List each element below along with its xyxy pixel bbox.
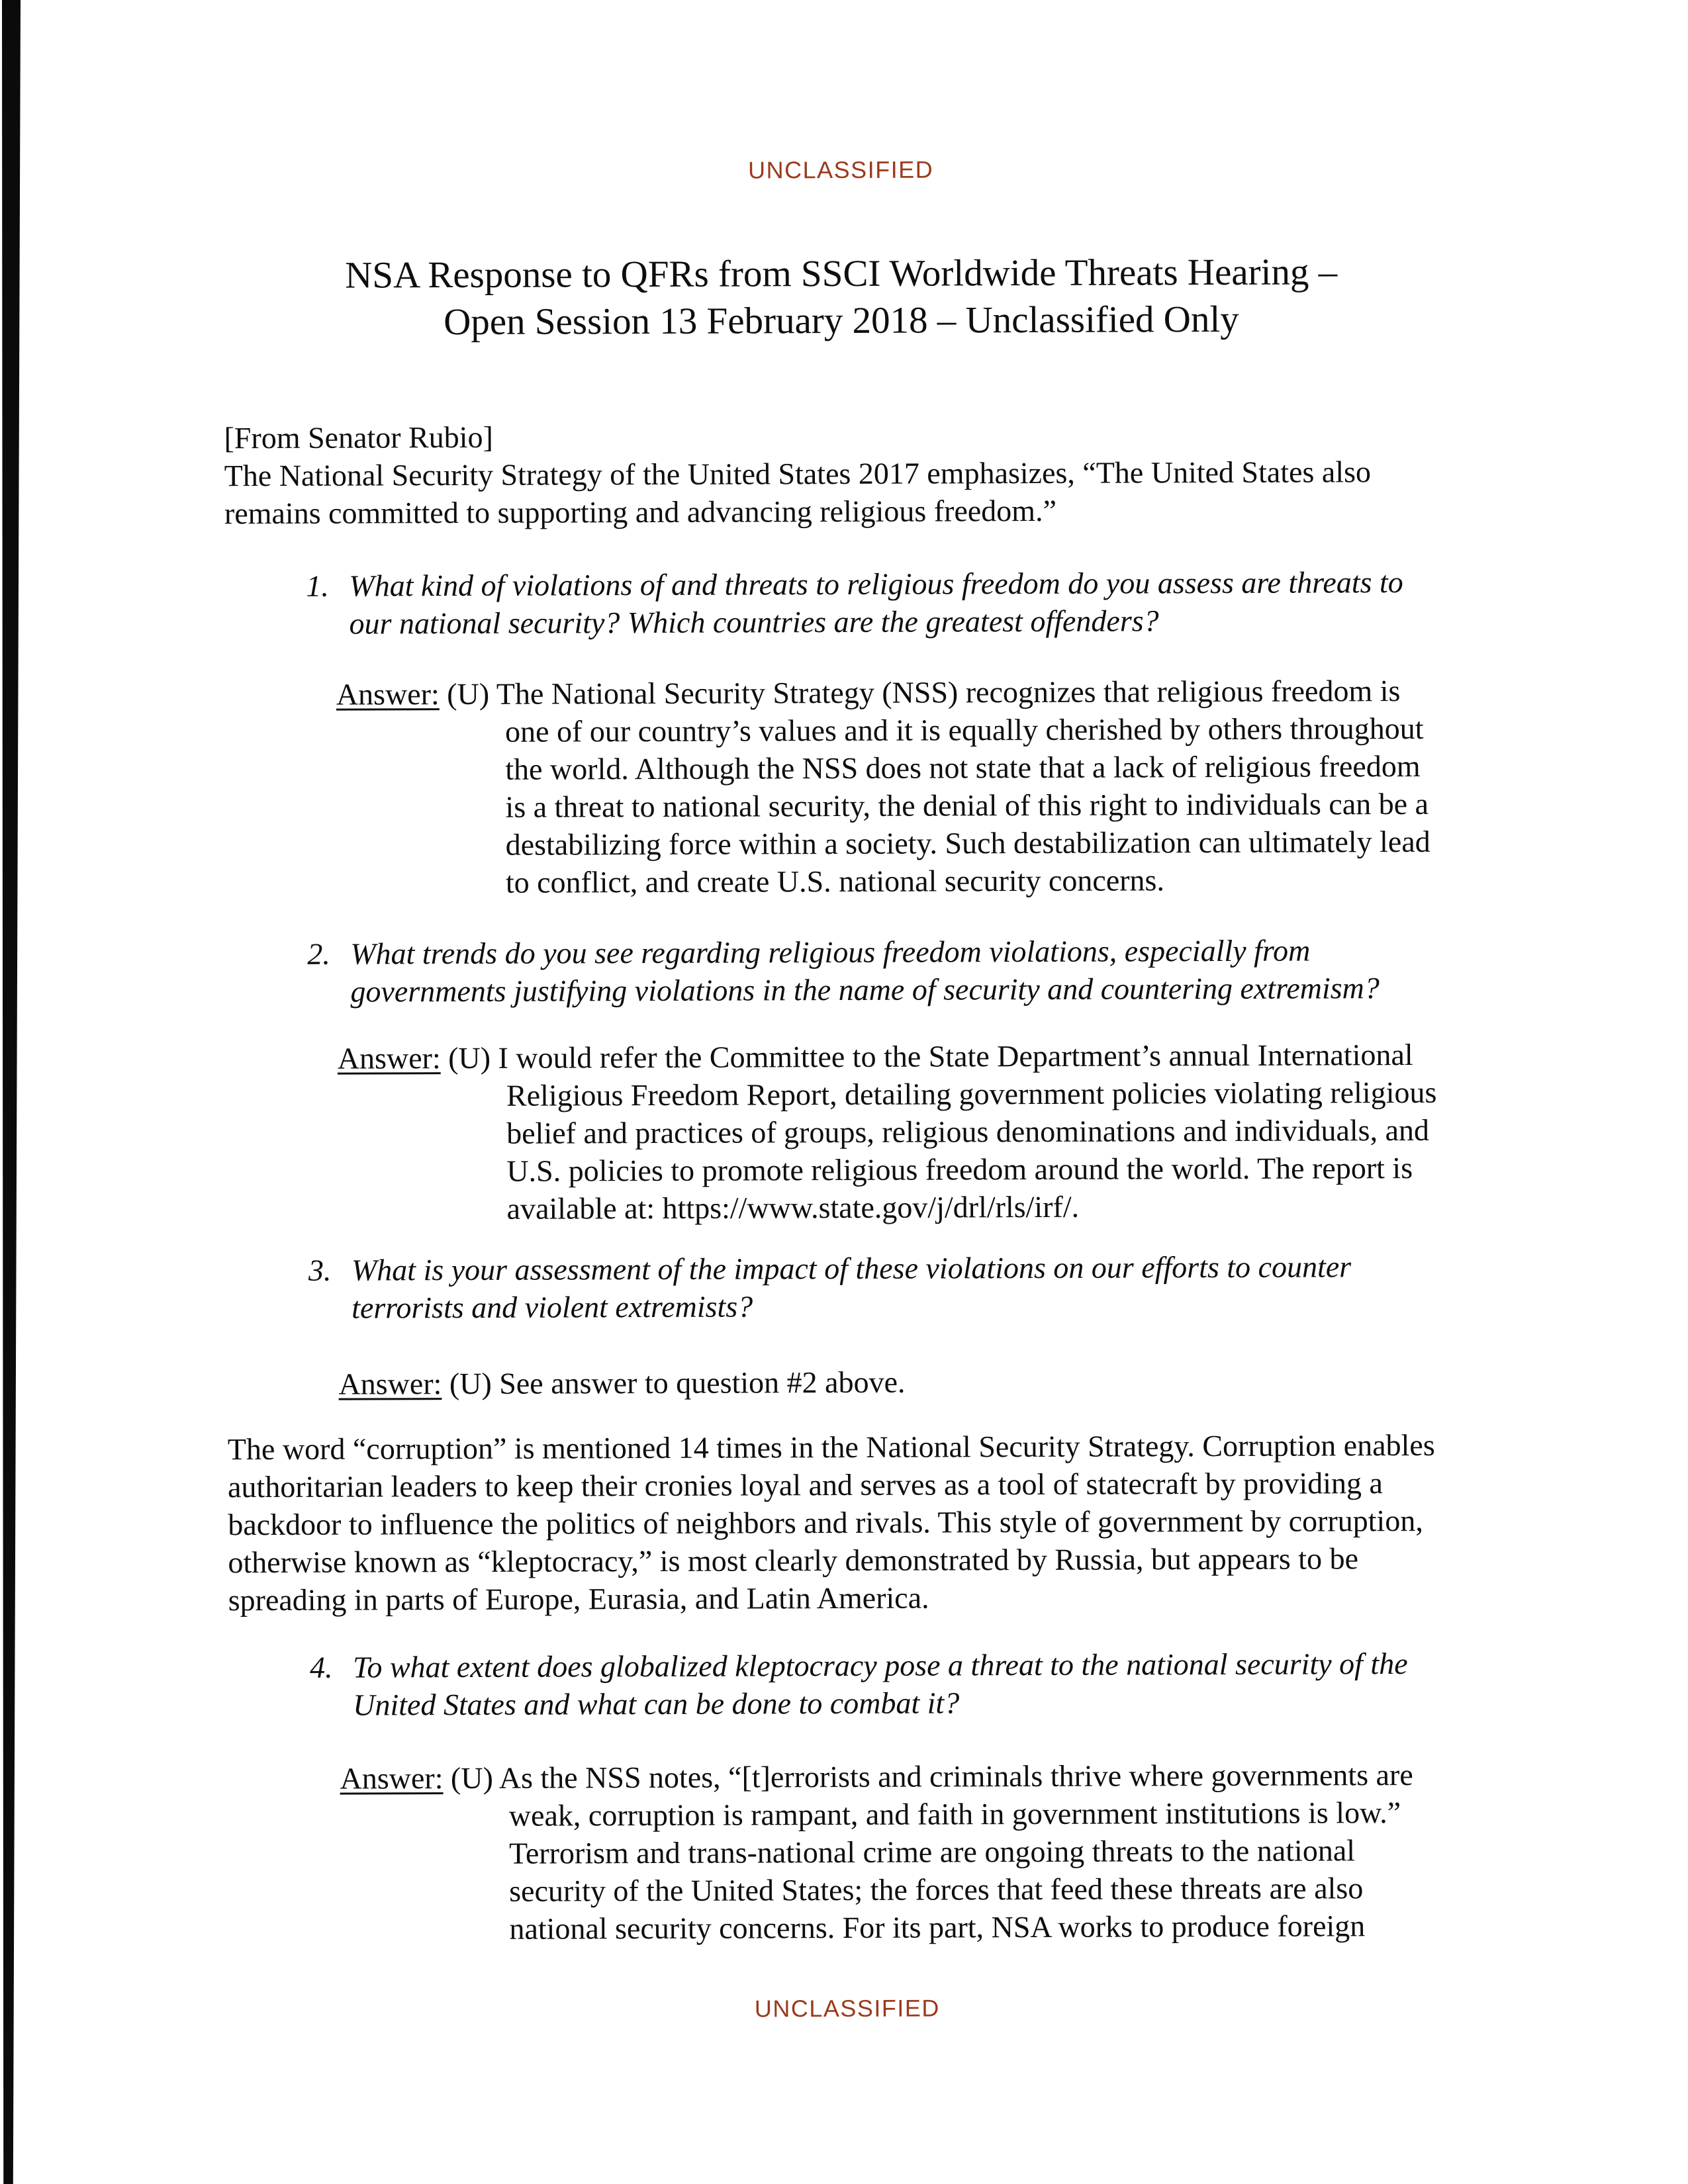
classification-banner-top: UNCLASSIFIED [748,156,934,184]
answer-3-label: Answer: [338,1367,442,1401]
document-title-line-1: NSA Response to QFRs from SSCI Worldwide Threats Hearing – [345,251,1338,296]
question-1-text: What kind of violations of and threats to religious freedom do you assess are threats to our national security? Which countries are the greatest offenders? [349,565,1403,641]
answer-1 [336,672,1446,901]
answer-1-classification-marking: (U) [447,676,490,711]
question-3-number: 3. [308,1253,332,1287]
answer-2-label: Answer: [337,1041,441,1075]
question-3 [308,1248,1421,1327]
document-title-line-2: Open Session 13 February 2018 – Unclassified Only [444,298,1239,343]
answer-1-label: Answer: [336,677,440,711]
answer-3-classification-marking: (U) [449,1366,492,1401]
question-4-text: To what extent does globalized kleptocracy pose a threat to the national security of the United States and what can be done to combat it? [352,1647,1408,1722]
answer-4 [340,1756,1450,1948]
answer-2 [337,1036,1447,1228]
question-1-number: 1. [306,569,329,603]
question-3-text: What is your assessment of the impact of these violations on our efforts to counter terrorists and violent extremists? [351,1250,1352,1325]
answer-4-label: Answer: [340,1761,444,1796]
answer-4-text: As the NSS notes, “[t]errorists and criminals thrive where governments are weak, corruption is rampant, and faith in government institutions is low.” Terrorism and trans-national crime are ongoing threats to the national security of the United States; the forces that feed these threats are also national security concerns. For its part, NSA works to produce foreign [498,1758,1413,1946]
answer-3-text: See answer to question #2 above. [499,1365,906,1400]
question-2 [307,931,1419,1011]
intro-section [224,415,1450,532]
question-4-number: 4. [309,1650,333,1684]
question-2-text: What trends do you see regarding religious freedom violations, especially from governments justifying violations in the name of security and countering extremism? [350,933,1380,1009]
answer-2-text: I would refer the Committee to the State Department’s annual International Religious Freedom Report, detailing government policies violating religious belief and practices of groups, religious denominations and individuals, and U.S. policies to promote religious freedom around the world. The report is available at: https://www.state.gov/j/drl/rls/irf/. [498,1037,1437,1226]
classification-banner-bottom: UNCLASSIFIED [754,1994,940,2023]
answer-1-text: The National Security Strategy (NSS) recognizes that religious freedom is one of our country’s values and it is equally cherished by others throughout the world. Although the NSS does not state that a lack of religious freedom is a threat to national security, the denial of this right to individuals can be a destabilizing force within a society. Such destabilization can ultimately lead to conflict, and create U.S. national security concerns. [496,674,1430,899]
attribution-line: [From Senator Rubio] [224,420,493,455]
answer-3 [338,1361,1447,1402]
document-title [0,248,1685,347]
intro-paragraph: The National Security Strategy of the United States 2017 emphasizes, “The United States also remains committed to supporting and advancing religious freedom.” [224,455,1372,531]
corruption-paragraph: The word “corruption” is mentioned 14 times in the National Security Strategy. Corruption enables authoritarian leaders to keep their cronies loyal and serves as a tool of statecraft by providing a backdoor to influence the politics of neighbors and rivals. This style of government by corruption, otherwise known as “kleptocracy,” is most clearly demonstrated by Russia, but appears to be spreading in parts of Europe, Eurasia, and Latin America. [227,1428,1435,1617]
question-4 [309,1645,1422,1724]
answer-4-classification-marking: (U) [450,1760,493,1796]
question-2-number: 2. [307,936,330,971]
question-1 [306,563,1418,643]
answer-2-classification-marking: (U) [448,1040,491,1075]
